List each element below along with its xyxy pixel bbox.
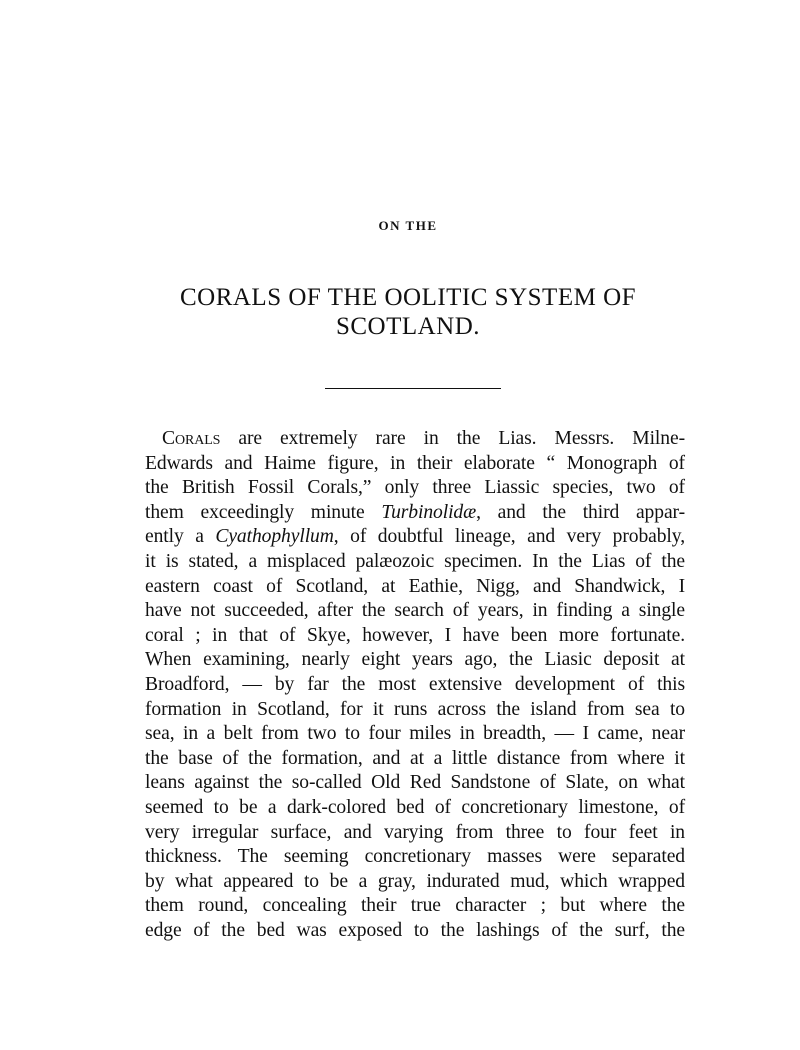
text-line: leans against the so-called Old Red Sandstone of Slate, on what xyxy=(145,772,685,794)
text-line: them exceedingly minute Turbinolidæ, and the third appar- xyxy=(145,501,685,523)
heading-kicker: ON THE xyxy=(378,218,438,233)
text-line: the British Fossil Corals,” only three Liassic species, two of xyxy=(145,477,685,499)
text-line: sea, in a belt from two to four miles in breadth, — I came, near xyxy=(145,723,685,745)
chapter-title xyxy=(0,283,800,341)
text-line: very irregular surface, and varying from three to four feet in xyxy=(145,821,685,843)
text-line: Edwards and Haime figure, in their elaborate “ Monograph of xyxy=(145,452,685,474)
text-line: have not succeeded, after the search of years, in finding a single xyxy=(145,600,685,622)
text-line: them round, concealing their true character ; but where the xyxy=(145,895,685,917)
lead-word-smallcaps: Corals xyxy=(162,428,221,449)
taxon-name: Cyathophyllum xyxy=(215,526,334,548)
chapter-title-line: CORALS OF THE OOLITIC SYSTEM OF xyxy=(179,284,637,311)
taxon-name: Turbinolidæ xyxy=(381,501,477,523)
text-line: by what appeared to be a gray, indurated mud, which wrapped xyxy=(145,870,685,892)
text-line: formation in Scotland, for it runs across the island from sea to xyxy=(145,698,685,720)
text-line: When examining, nearly eight years ago, the Liasic deposit at xyxy=(145,649,685,671)
text-line: thickness. The seeming concretionary masses were separated xyxy=(145,846,685,868)
text-line xyxy=(145,427,685,452)
text-line-rest: are extremely rare in the Lias. Messrs. Milne- xyxy=(220,428,685,449)
text-line: eastern coast of Scotland, at Eathie, Nigg, and Shandwick, I xyxy=(145,575,685,597)
text-line: Broadford, — by far the most extensive development of this xyxy=(145,673,685,695)
text-line: it is stated, a misplaced palæozoic specimen. In the Lias of the xyxy=(145,550,685,572)
body-paragraph xyxy=(145,427,685,943)
text-line: the base of the formation, and at a little distance from where it xyxy=(145,747,685,769)
text-line: seemed to be a dark-colored bed of concretionary limestone, of xyxy=(145,796,685,818)
text-line: edge of the bed was exposed to the lashings of the surf, the xyxy=(145,919,685,941)
text-line: ently a Cyathophyllum, of doubtful lineage, and very probably, xyxy=(145,526,685,548)
title-divider-rule xyxy=(325,388,501,389)
text-line: coral ; in that of Skye, however, I have been more fortunate. xyxy=(145,624,685,646)
chapter-title-line: SCOTLAND. xyxy=(335,313,481,340)
